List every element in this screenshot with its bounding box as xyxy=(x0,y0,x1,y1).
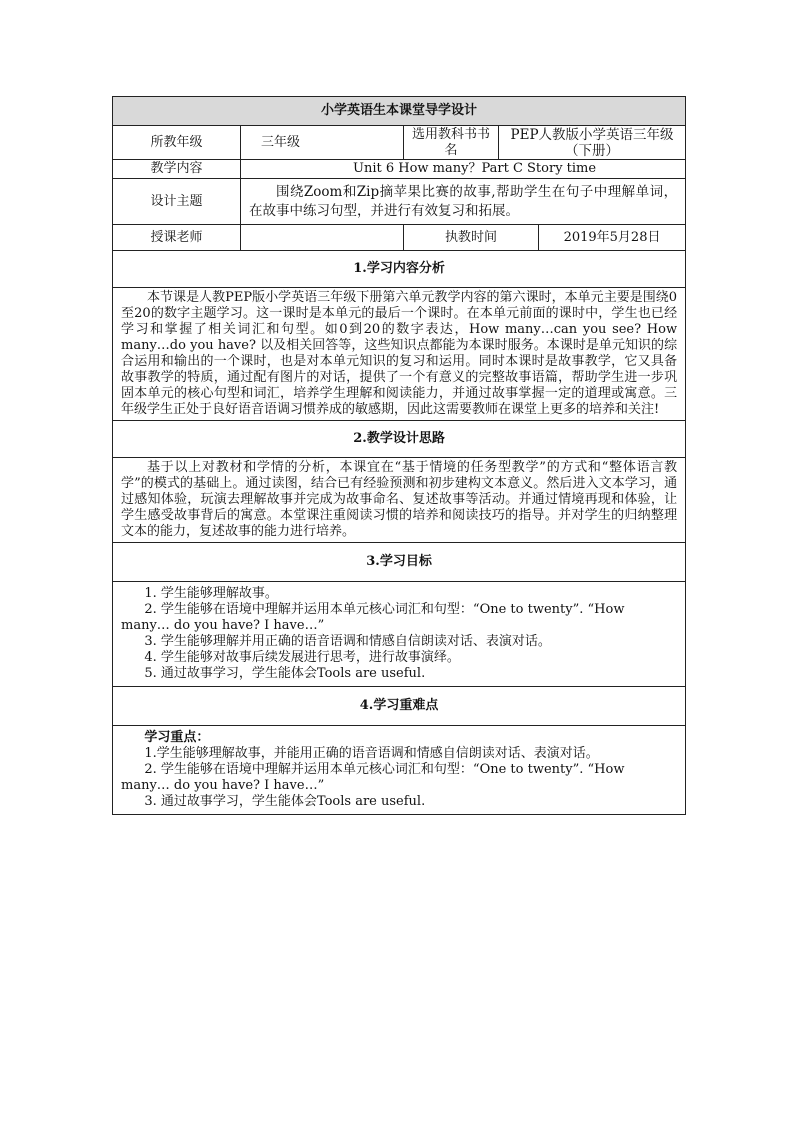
section-3-list xyxy=(113,582,686,687)
goal-item-5: 5. 通过故事学习，学生能体会Tools are useful. xyxy=(144,666,426,681)
lesson-plan-document xyxy=(112,96,685,815)
teacher-value xyxy=(241,225,404,251)
date-label: 执教时间 xyxy=(404,225,539,251)
section-4-list xyxy=(113,726,686,815)
textbook-label: 选用教科书书名 xyxy=(404,126,499,160)
section-3-title: 3.学习目标 xyxy=(113,543,686,582)
teacher-label: 授课老师 xyxy=(113,225,241,251)
textbook-value: PEP人教版小学英语三年级（下册） xyxy=(499,126,686,160)
key-point-3: 3. 通过故事学习，学生能体会Tools are useful. xyxy=(144,794,426,809)
grade-value: 三年级 xyxy=(241,126,404,160)
content-value: Unit 6 How many？Part C Story time xyxy=(241,160,686,179)
goal-item-3: 3. 学生能够理解并用正确的语音语调和情感自信朗读对话、表演对话。 xyxy=(144,634,551,649)
section-4-title: 4.学习重难点 xyxy=(113,687,686,726)
key-points-heading: 学习重点： xyxy=(144,730,210,745)
goal-item-4: 4. 学生能够对故事后续发展进行思考，进行故事演绎。 xyxy=(144,650,460,665)
lesson-plan-table xyxy=(112,96,686,815)
date-value: 2019年5月28日 xyxy=(539,225,686,251)
section-2-title: 2.教学设计思路 xyxy=(113,421,686,458)
document-title: 小学英语生本课堂导学设计 xyxy=(113,97,686,126)
key-point-2: 2. 学生能够在语境中理解并运用本单元核心词汇和句型：“One to twenty”. “How many… do you have? I have…” xyxy=(121,762,625,793)
theme-value: 围绕Zoom和Zip摘苹果比赛的故事,帮助学生在句子中理解单词，在故事中练习句型，并进行有效复习和拓展。 xyxy=(241,179,686,225)
section-1-title: 1.学习内容分析 xyxy=(113,251,686,288)
grade-label: 所教年级 xyxy=(113,126,241,160)
content-label: 教学内容 xyxy=(113,160,241,179)
theme-label: 设计主题 xyxy=(113,179,241,225)
section-1-text: 本节课是人教PEP版小学英语三年级下册第六单元教学内容的第六课时，本单元主要是围绕0至20的数字主题学习。这一课时是本单元的最后一个课时。在本单元前面的课时中，学生也已经学习和掌握了相关词汇和句型。如0到20的数字表达，How many…can you see? How many…do you have? 以及相关回答等，这些知识点都能为本课时服务。本课时是单元知识的综合运用和输出的一个课时，也是对本单元知识的复习和运用。同时本课时是故事教学，它又具备故事教学的特质，通过配有图片的对话，提供了一个有意义的完整故事语篇，帮助学生进一步巩固本单元的核心句型和词汇，培养学生理解和阅读能力，并通过故事掌握一定的道理或寓意。三年级学生正处于良好语音语调习惯养成的敏感期，因此这需要教师在课堂上更多的培养和关注! xyxy=(113,288,686,421)
goal-item-1: 1. 学生能够理解故事。 xyxy=(144,586,278,601)
goal-item-2: 2. 学生能够在语境中理解并运用本单元核心词汇和句型：“One to twenty”. “How many… do you have? I have…” xyxy=(121,602,625,633)
section-2-text: 基于以上对教材和学情的分析，本课宜在“基于情境的任务型教学”的方式和“整体语言教学”的模式的基础上。通过读图，结合已有经验预测和初步建构文本意义。然后进入文本学习，通过感知体验，玩演去理解故事并完成为故事命名、复述故事等活动。并通过情境再现和体验，让学生感受故事背后的寓意。本堂课注重阅读习惯的培养和阅读技巧的指导。并对学生的归纳整理文本的能力，复述故事的能力进行培养。 xyxy=(113,458,686,543)
key-point-1: 1.学生能够理解故事，并能用正确的语音语调和情感自信朗读对话、表演对话。 xyxy=(144,746,599,761)
